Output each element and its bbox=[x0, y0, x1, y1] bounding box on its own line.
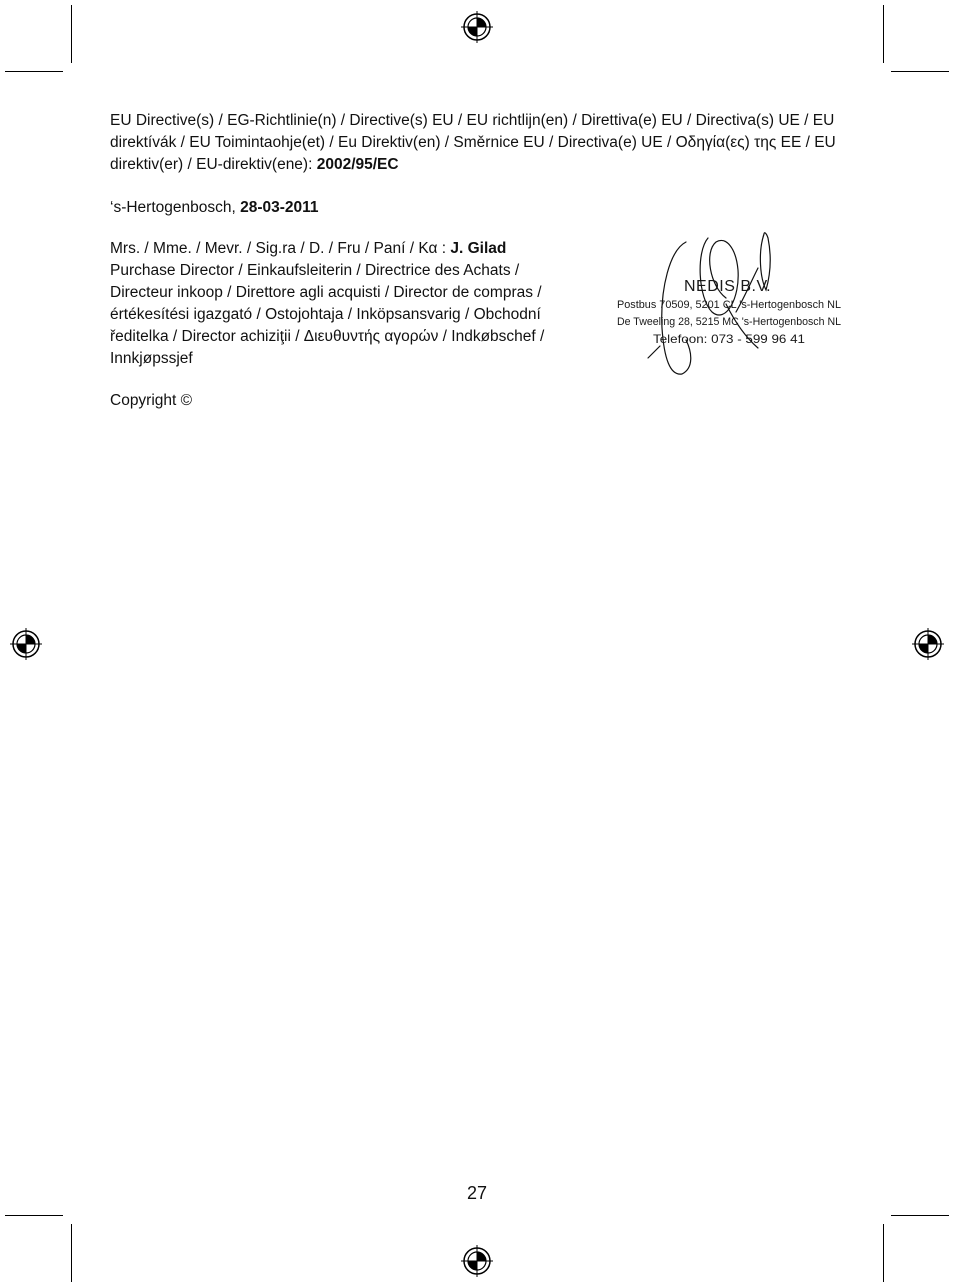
crop-mark-icon bbox=[891, 1215, 949, 1216]
registration-mark-icon bbox=[912, 628, 944, 660]
signatory-block bbox=[110, 238, 580, 370]
signatory-name: J. Gilad bbox=[450, 240, 507, 257]
stamp-line-3: Telefoon: 073 - 599 96 41 bbox=[653, 332, 806, 346]
company-stamp bbox=[608, 228, 858, 383]
crop-mark-icon bbox=[891, 71, 949, 72]
registration-mark-icon bbox=[461, 1245, 493, 1277]
directive-number: 2002/95/EC bbox=[316, 156, 399, 173]
directive-list: EU Directive(s) / EG-Richtlinie(n) / Directive(s) EU / EU richtlijn(en) / Direttiva(e) EU / Directiva(s) UE / EU direktívák / EU Toimintaohje(et) / Eu Direktiv(en) / Směrnice EU / Directiva(e) UE / Οδηγία(ες) της EE / EU direktiv(er) / EU-direktiv(ene): bbox=[110, 112, 836, 173]
signatory-role: Purchase Director / Einkaufsleiterin / Directrice des Achats / Directeur inkoop / Direttore agli acquisti / Director de compras / értékesítési igazgató / Ostojohtaja / Inköpsansvarig / Obchodní ředitelka / Director achiziţii / Διευθυντής αγορών / Indkøbschef / Innkjøpssjef bbox=[110, 262, 545, 367]
stamp-company: NEDIS B.V. bbox=[684, 278, 772, 295]
place: ‘s-Hertogenbosch, bbox=[110, 199, 241, 216]
copyright: Copyright © bbox=[110, 392, 193, 409]
page-number: 27 bbox=[466, 1183, 488, 1203]
crop-mark-icon bbox=[5, 71, 63, 72]
crop-mark-icon bbox=[883, 1224, 884, 1282]
stamp-line-1: Postbus 70509, 5201 CL 's-Hertogenbosch NL bbox=[617, 299, 841, 311]
registration-mark-icon bbox=[461, 11, 493, 43]
registration-mark-icon bbox=[10, 628, 42, 660]
crop-mark-icon bbox=[71, 5, 72, 63]
crop-mark-icon bbox=[5, 1215, 63, 1216]
place-date bbox=[110, 197, 319, 219]
stamp-line-2: De Tweeling 28, 5215 MC 's-Hertogenbosch NL bbox=[617, 316, 841, 328]
directive-paragraph bbox=[110, 110, 855, 176]
crop-mark-icon bbox=[883, 5, 884, 63]
date: 28-03-2011 bbox=[240, 199, 319, 216]
signatory-titles: Mrs. / Mme. / Mevr. / Sig.ra / D. / Fru / Paní / Κα : bbox=[110, 240, 451, 257]
crop-mark-icon bbox=[71, 1224, 72, 1282]
